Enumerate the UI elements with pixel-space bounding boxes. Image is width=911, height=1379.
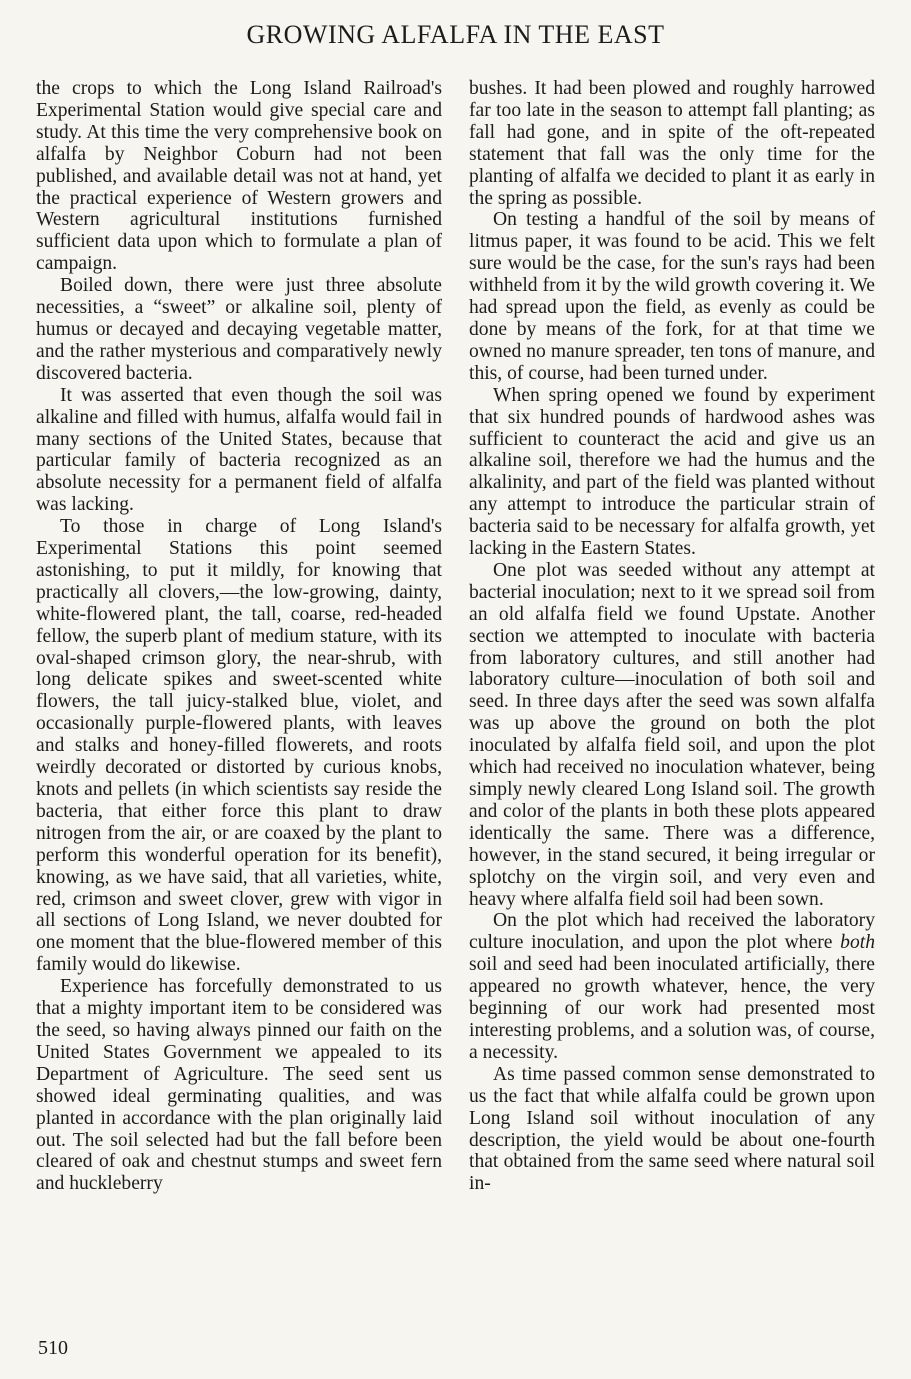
paragraph: When spring opened we found by experiment that six hundred pounds of hardwood ashes was sufficient to counteract the acid and give us an alkaline soil, therefore we had the humus and the alkalinity, and part of the field was planted without any attempt to introduce the particular strain of bacteria said to be necessary for alfalfa growth, yet lacking in the Eastern States. xyxy=(469,384,875,560)
paragraph-continued: bushes. It had been plowed and roughly harrowed far too late in the season to attempt fall planting; as fall had gone, and in spite of the oft-repeated statement that fall was the only time for the planting of alfalfa we decided to plant it as early in the spring as possible. xyxy=(469,78,875,209)
text-run: soil and seed had been inoculated artificially, there appeared no growth whatever, hence, the very beginning of our work had presented most interesting problems, and a solution was, of course, a necessity. xyxy=(469,954,875,1063)
paragraph: Boiled down, there were just three absolute necessities, a “sweet” or alkaline soil, plenty of humus or decayed and decaying vegetable matter, and the rather mysterious and comparatively newly discovered bacteria. xyxy=(36,275,442,384)
paragraph: On testing a handful of the soil by means of litmus paper, it was found to be acid. This we felt sure would be the case, for the sun's rays had been withheld from it by the wild growth covering it. We had spread upon the field, as evenly as could be done by means of the fork, for at that time we owned no manure spreader, ten tons of manure, and this, of course, had been turned under. xyxy=(469,209,875,384)
paragraph: Experience has forcefully demonstrated to us that a mighty important item to be considered was the seed, so having always pinned our faith on the United States Government we appealed to its Department of Agriculture. The seed sent us showed ideal germinating qualities, and was planted in accordance with the plan originally laid out. The soil selected had but the fall before been cleared of oak and chestnut stumps and sweet fern and huckleberry xyxy=(36,976,442,1195)
paragraph-continued: the crops to which the Long Island Railroad's Experimental Station would give special care and study. At this time the very comprehensive book on alfalfa by Neighbor Coburn had not been published, and available detail was not at hand, yet the practical experience of Western growers and Western agricultural institutions furnished sufficient data upon which to formulate a plan of campaign. xyxy=(36,78,442,275)
text-run: On the plot which had received the laboratory culture inoculation, and upon the plot where xyxy=(469,910,875,954)
left-column xyxy=(36,78,442,1195)
emphasis-text: both xyxy=(840,932,875,954)
paragraph: It was asserted that even though the soil was alkaline and filled with humus, alfalfa would fail in many sections of the United States, because that particular family of bacteria recognized as an absolute necessity for a permanent field of alfalfa was lacking. xyxy=(36,384,442,516)
paragraph: One plot was seeded without any attempt at bacterial inoculation; next to it we spread soil from an old alfalfa field we found Upstate. Another section we attempted to inoculate with bacteria from laboratory cultures, and still another had laboratory culture—inoculation of both soil and seed. In three days after the seed was sown alfalfa was up above the ground on both the plot inoculated by alfalfa field soil, and upon the plot which had received no inoculation whatever, being simply newly cleared Long Island soil. The growth and color of the plants in both these plots appeared identically the same. There was a difference, however, in the stand secured, it being irregular or splotchy on the virgin soil, and very even and heavy where alfalfa field soil had been sown. xyxy=(469,559,875,910)
page-title: GROWING ALFALFA IN THE EAST xyxy=(246,20,665,49)
right-column xyxy=(469,78,875,1195)
paragraph: As time passed common sense demonstrated to us the fact that while alfalfa could be grown upon Long Island soil without inoculation of any description, the yield would be about one-fourth that obtained from the same seed where natural soil in- xyxy=(469,1063,875,1195)
paragraph xyxy=(469,910,875,1063)
page-number: 510 xyxy=(38,1337,68,1359)
paragraph: To those in charge of Long Island's Experimental Stations this point seemed astonishing, to put it mildly, for knowing that practically all clovers,—the low-growing, dainty, white-flowered plant, the tall, coarse, red-headed fellow, the superb plant of medium stature, with its oval-shaped crimson glory, the near-shrub, with long delicate spikes and sweet-scented white flowers, the tall juicy-stalked blue, violet, and occasionally purple-flowered plants, with leaves and stalks and honey-filled flowerets, and roots weirdly decorated or distorted by curious knobs, knots and pellets (in which scientists say reside the bacteria, that either force this plant to draw nitrogen from the air, or are coaxed by the plant to perform this wonderful operation for its benefit), knowing, as we have said, that all varieties, white, red, crimson and sweet clover, grew with vigor in all sections of Long Island, we never doubted for one moment that the blue-flowered member of this family would do likewise. xyxy=(36,516,442,976)
